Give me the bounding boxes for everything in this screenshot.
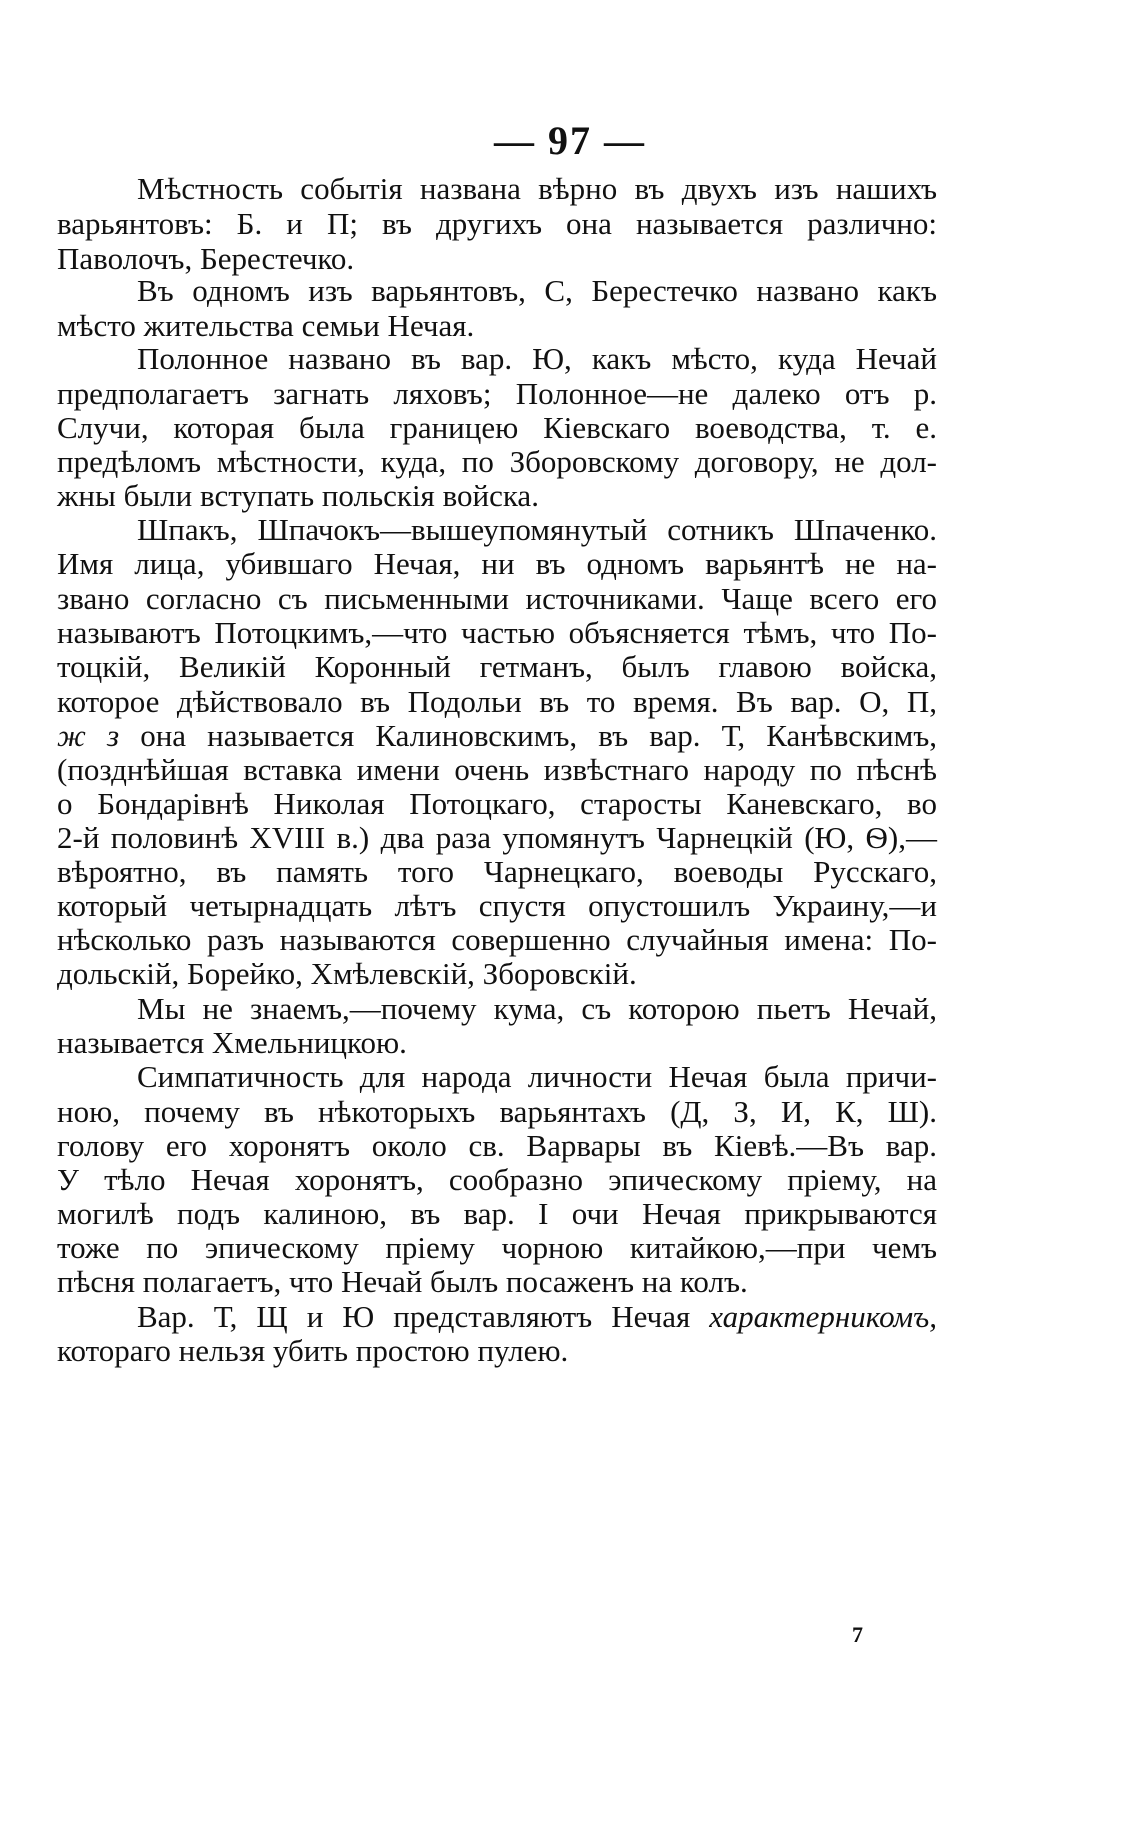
text-line: называютъ Потоцкимъ,—что частью объясняется тѣмъ, что По- xyxy=(57,615,937,650)
text-line: жны были вступать польскія войска. xyxy=(57,478,539,513)
italic-variants: ж з xyxy=(57,718,120,753)
text-line: Паволочъ, Берестечко. xyxy=(57,241,355,276)
text-line: Симпатичность для народа личности Нечая была причи- xyxy=(137,1059,937,1094)
text-line: Полонное названо въ вар. Ю, какъ мѣсто, куда Нечай xyxy=(137,341,937,376)
text-line: предѣломъ мѣстности, куда, по Зборовскому договору, не дол- xyxy=(57,444,937,479)
text-line: тоцкій, Великій Коронный гетманъ, былъ главою войска, xyxy=(57,649,937,684)
text-line: вѣроятно, въ память того Чарнецкаго, воеводы Русскаго, xyxy=(57,854,937,889)
text-line: ною, почему въ нѣкоторыхъ варьянтахъ (Д, З, И, К, Ш). xyxy=(57,1094,937,1129)
text-line: Мы не знаемъ,—почему кума, съ которою пьетъ Нечай, xyxy=(137,991,937,1026)
text-line: Случи, которая была границею Кіевскаго воеводства, т. е. xyxy=(57,410,937,445)
text-line: У тѣло Нечая хоронятъ, сообразно эпическому пріему, на xyxy=(57,1162,937,1197)
text-line: пѣсня полагаетъ, что Нечай былъ посаженъ на колъ. xyxy=(57,1264,748,1299)
signature-mark: 7 xyxy=(852,1622,863,1647)
text-line: Имя лица, убившаго Нечая, ни въ одномъ варьянтѣ не на- xyxy=(57,546,937,581)
text-line: котораго нельзя убить простою пулею. xyxy=(57,1333,569,1368)
text-line: о Бондарівнѣ Николая Потоцкаго, старосты Каневскаго, во xyxy=(57,786,937,821)
text-line: 2-й половинѣ XVIII в.) два раза упомянутъ Чарнецкій (Ю, Ѳ),— xyxy=(57,820,937,855)
text-line: нѣсколько разъ называются совершенно случайныя имена: По- xyxy=(57,922,937,957)
text-line: Шпакъ, Шпачокъ—вышеупомянутый сотникъ Шпаченко. xyxy=(137,512,937,547)
text-line: который четырнадцать лѣтъ спустя опустошилъ Украину,—и xyxy=(57,888,937,923)
text-line-with-italic xyxy=(57,717,937,755)
text-line: голову его хоронятъ около св. Варвары въ Кіевѣ.—Въ вар. xyxy=(57,1128,937,1163)
text-line: предполагаетъ загнать ляховъ; Полонное—не далеко отъ р. xyxy=(57,376,937,411)
text-line: которое дѣйствовало въ Подольи въ то время. Въ вар. О, П, xyxy=(57,684,937,719)
italic-term: характерникомъ, xyxy=(709,1299,938,1334)
text-line: варьянтовъ: Б. и П; въ другихъ она называется различно: xyxy=(57,206,937,241)
page-number: — 97 — xyxy=(494,118,646,163)
text-line: (позднѣйшая вставка имени очень извѣстнаго народу по пѣснѣ xyxy=(57,752,937,787)
text-segment: она называется Калиновскимъ, въ вар. Т, Канѣвскимъ, xyxy=(140,718,938,753)
text-line: звано согласно съ письменными источниками. Чаще всего его xyxy=(57,581,937,616)
text-line: мѣсто жительства семьи Нечая. xyxy=(57,308,475,343)
text-line: могилѣ подъ калиною, въ вар. І очи Нечая прикрываются xyxy=(57,1196,937,1231)
text-line-with-italic xyxy=(137,1298,937,1336)
text-line: дольскій, Борейко, Хмѣлевскій, Зборовскій. xyxy=(57,956,637,991)
text-line: тоже по эпическому пріему чорною китайкою,—при чемъ xyxy=(57,1230,937,1265)
text-segment: Вар. Т, Щ и Ю представляютъ Нечая xyxy=(137,1299,691,1334)
text-line: Въ одномъ изъ варьянтовъ, С, Берестечко названо какъ xyxy=(137,273,937,308)
text-line: Мѣстность событія названа вѣрно въ двухъ изъ нашихъ xyxy=(137,171,937,206)
text-line: называется Хмельницкою. xyxy=(57,1025,407,1060)
